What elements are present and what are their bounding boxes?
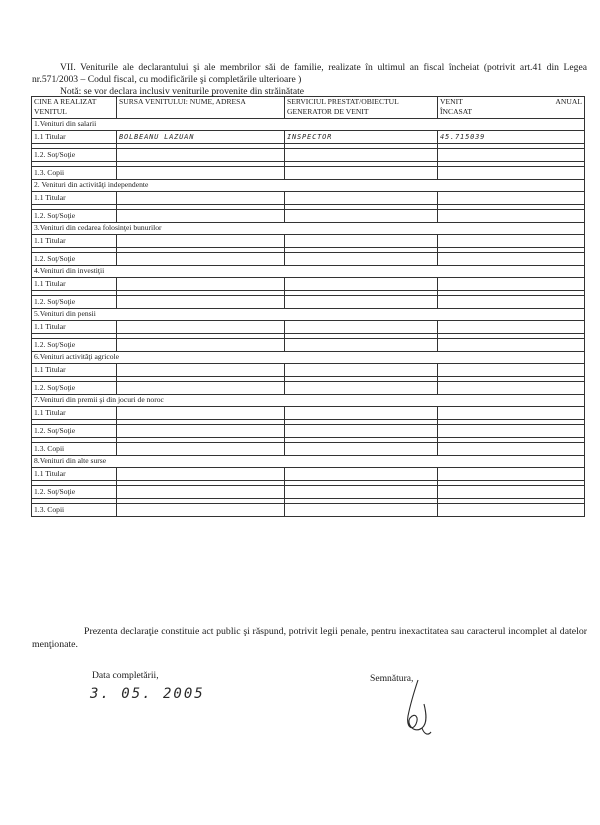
cell-income [438,364,585,377]
cell-source [117,407,285,420]
section-title: 6.Venituri activităţi agricole [32,352,585,364]
cell-service [285,407,438,420]
row-label: 1.3. Copii [32,504,117,517]
declaration-text: Prezenta declaraţie constituie act public şi răspund, potrivit legii penale, pentru inexactitatea sau caracterul incomplet al datelor menţionate. [32,626,587,650]
row-label: 1.3. Copii [32,167,117,180]
table-row [32,339,585,352]
row-label: 1.2. Soţ/Soţie [32,149,117,162]
table-header-row [32,97,585,119]
table-row [32,278,585,291]
table-row [32,131,585,144]
section-title: 7.Venituri din premii şi din jocuri de noroc [32,395,585,407]
cell-service [285,364,438,377]
cell-source [117,382,285,395]
cell-source [117,253,285,266]
table-row [32,253,585,266]
cell-source [117,504,285,517]
table-row [32,486,585,499]
cell-income [438,339,585,352]
cell-source [117,131,285,144]
cell-source [117,192,285,205]
cell-income [438,504,585,517]
intro-text [32,62,587,98]
cell-income [438,210,585,223]
section-title: 2. Venituri din activităţi independente [32,180,585,192]
cell-source [117,321,285,334]
row-label: 1.2. Soţ/Soţie [32,296,117,309]
section-title: 8.Venituri din alte surse [32,456,585,468]
cell-service [285,131,438,144]
cell-service [285,321,438,334]
cell-source [117,167,285,180]
cell-income [438,149,585,162]
row-label: 1.1 Titular [32,131,117,144]
table-row [32,382,585,395]
table-row [32,504,585,517]
cell-service [285,149,438,162]
table-row [32,468,585,481]
handwritten-job: INSPECTOR [287,133,333,141]
date-value: 3. 05. 2005 [90,686,205,702]
cell-source [117,296,285,309]
cell-source [117,425,285,438]
cell-source [117,278,285,291]
row-label: 1.2. Soţ/Soţie [32,210,117,223]
row-label: 1.2. Soţ/Soţie [32,486,117,499]
header-income-a: VENIT [440,97,463,106]
table-row [32,364,585,377]
cell-income [438,425,585,438]
table-row [32,149,585,162]
cell-service [285,468,438,481]
cell-source [117,149,285,162]
cell-income [438,321,585,334]
row-label: 1.2. Soţ/Soţie [32,253,117,266]
cell-income [438,278,585,291]
section-row [32,180,585,192]
cell-income [438,235,585,248]
table-row [32,192,585,205]
cell-source [117,364,285,377]
row-label: 1.1 Titular [32,468,117,481]
header-service: SERVICIUL PRESTAT/OBIECTUL GENERATOR DE VENIT [285,97,438,119]
cell-source [117,235,285,248]
cell-service [285,425,438,438]
cell-source [117,468,285,481]
row-label: 1.2. Soţ/Soţie [32,382,117,395]
table-row [32,425,585,438]
row-label: 1.1 Titular [32,364,117,377]
table-row [32,235,585,248]
cell-income [438,131,585,144]
cell-service [285,235,438,248]
handwritten-amount: 45.715039 [440,133,486,141]
header-income [438,97,585,119]
section-title: 4.Venituri din investiţii [32,266,585,278]
table-row [32,443,585,456]
cell-income [438,167,585,180]
cell-service [285,210,438,223]
cell-service [285,192,438,205]
section-title: 3.Venituri din cedarea folosinţei bunurilor [32,223,585,235]
section-heading: VII. Veniturile ale declarantului şi ale membrilor săi de familie, realizate în ultimul an fiscal încheiat (potrivit art.41 din Legea nr.571/2003 – Codul fiscal, cu modificările şi completările ulterioare ) [32,62,587,85]
row-label: 1.2. Soţ/Soţie [32,425,117,438]
cell-income [438,192,585,205]
row-label: 1.1 Titular [32,235,117,248]
row-label: 1.1 Titular [32,278,117,291]
cell-source [117,486,285,499]
row-label: 1.1 Titular [32,407,117,420]
cell-service [285,504,438,517]
cell-service [285,167,438,180]
section-row [32,456,585,468]
section-row [32,352,585,364]
row-label: 1.3. Copii [32,443,117,456]
cell-source [117,443,285,456]
cell-service [285,382,438,395]
signature-label: Semnătura, [370,673,414,684]
section-row [32,119,585,131]
section-row [32,266,585,278]
cell-service [285,486,438,499]
cell-income [438,443,585,456]
section-row [32,395,585,407]
table-row [32,210,585,223]
header-income-b: ANUAL [555,97,582,106]
handwritten-name: BOLBEANU LAZUAN [119,133,195,141]
row-label: 1.1 Titular [32,321,117,334]
signature-image [388,672,448,742]
row-label: 1.1 Titular [32,192,117,205]
row-label: 1.2. Soţ/Soţie [32,339,117,352]
table-row [32,296,585,309]
section-title: 1.Venituri din salarii [32,119,585,131]
cell-source [117,339,285,352]
cell-service [285,278,438,291]
cell-income [438,253,585,266]
table-row [32,321,585,334]
section-row [32,309,585,321]
cell-income [438,468,585,481]
cell-service [285,443,438,456]
section-row [32,223,585,235]
cell-service [285,296,438,309]
header-who: CINE A REALIZAT VENITUL [32,97,117,119]
foreign-income-note: Notă: se vor declara inclusiv veniturile provenite din străinătate [60,86,305,97]
header-source: SURSA VENITULUI: NUME, ADRESA [117,97,285,119]
cell-income [438,486,585,499]
cell-service [285,339,438,352]
header-income-c: ÎNCASAT [440,106,473,116]
section-title: 5.Venituri din pensii [32,309,585,321]
date-label: Data completării, [92,670,159,681]
cell-income [438,296,585,309]
cell-source [117,210,285,223]
table-row [32,407,585,420]
cell-income [438,382,585,395]
income-table [31,96,585,517]
cell-income [438,407,585,420]
cell-service [285,253,438,266]
table-row [32,167,585,180]
